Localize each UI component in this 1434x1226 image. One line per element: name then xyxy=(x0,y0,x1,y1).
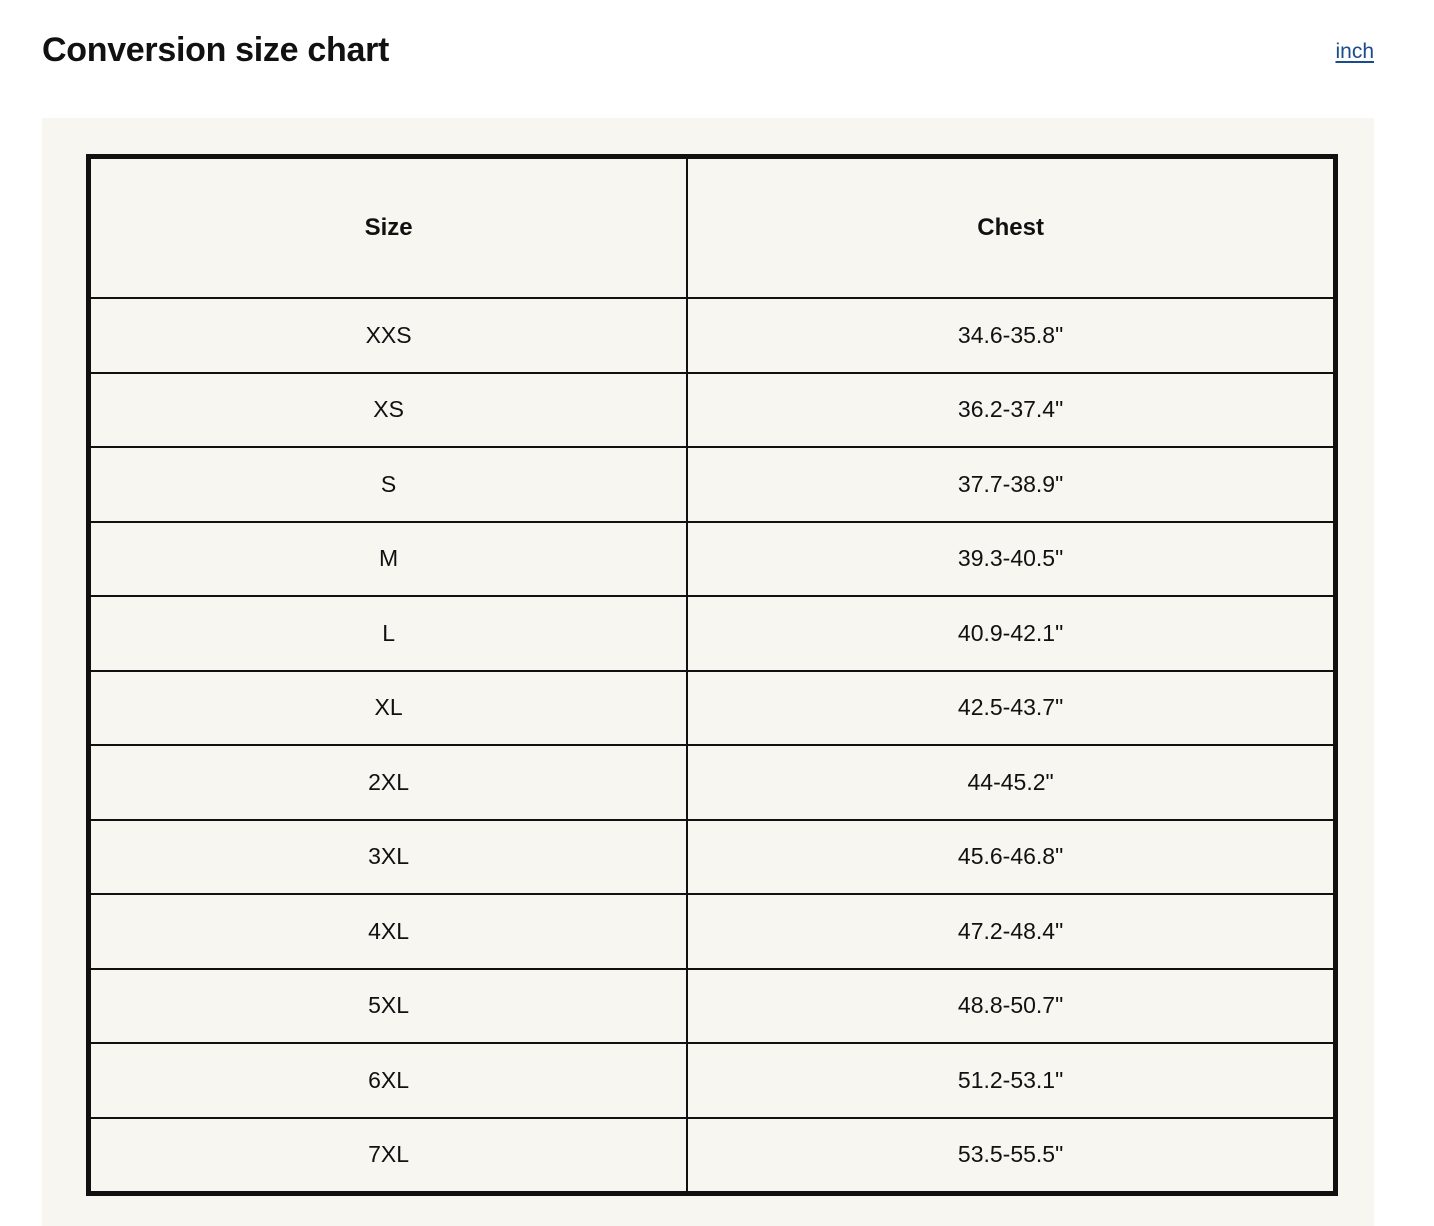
cell-size: 4XL xyxy=(89,894,688,969)
table-body xyxy=(89,298,1336,1194)
cell-chest: 34.6-35.8" xyxy=(687,298,1335,373)
table-header xyxy=(89,157,1336,299)
cell-size: XL xyxy=(89,671,688,746)
cell-chest: 53.5-55.5" xyxy=(687,1118,1335,1194)
cell-chest: 39.3-40.5" xyxy=(687,522,1335,597)
table-row xyxy=(89,373,1336,448)
cell-chest: 42.5-43.7" xyxy=(687,671,1335,746)
table-row xyxy=(89,671,1336,746)
cell-chest: 51.2-53.1" xyxy=(687,1043,1335,1118)
table-row xyxy=(89,447,1336,522)
cell-size: 6XL xyxy=(89,1043,688,1118)
table-header-row xyxy=(89,157,1336,299)
cell-chest: 47.2-48.4" xyxy=(687,894,1335,969)
table-row xyxy=(89,1118,1336,1194)
table-row xyxy=(89,522,1336,597)
cell-size: 5XL xyxy=(89,969,688,1044)
column-header-chest: Chest xyxy=(687,157,1335,299)
cell-size: XXS xyxy=(89,298,688,373)
table-row xyxy=(89,745,1336,820)
cell-chest: 37.7-38.9" xyxy=(687,447,1335,522)
table-row xyxy=(89,596,1336,671)
unit-toggle-link[interactable]: inch xyxy=(1335,40,1374,63)
cell-size: XS xyxy=(89,373,688,448)
cell-chest: 44-45.2" xyxy=(687,745,1335,820)
table-row xyxy=(89,298,1336,373)
cell-chest: 40.9-42.1" xyxy=(687,596,1335,671)
cell-chest: 36.2-37.4" xyxy=(687,373,1335,448)
table-row xyxy=(89,969,1336,1044)
size-chart-table xyxy=(86,154,1338,1196)
column-header-size: Size xyxy=(89,157,688,299)
cell-size: S xyxy=(89,447,688,522)
cell-size: L xyxy=(89,596,688,671)
page-title: Conversion size chart xyxy=(42,31,390,69)
cell-size: M xyxy=(89,522,688,597)
size-chart-panel xyxy=(42,118,1374,1226)
cell-size: 2XL xyxy=(89,745,688,820)
cell-size: 3XL xyxy=(89,820,688,895)
cell-chest: 45.6-46.8" xyxy=(687,820,1335,895)
cell-chest: 48.8-50.7" xyxy=(687,969,1335,1044)
cell-size: 7XL xyxy=(89,1118,688,1194)
table-row xyxy=(89,1043,1336,1118)
page-header xyxy=(0,0,1434,71)
table-row xyxy=(89,894,1336,969)
table-row xyxy=(89,820,1336,895)
